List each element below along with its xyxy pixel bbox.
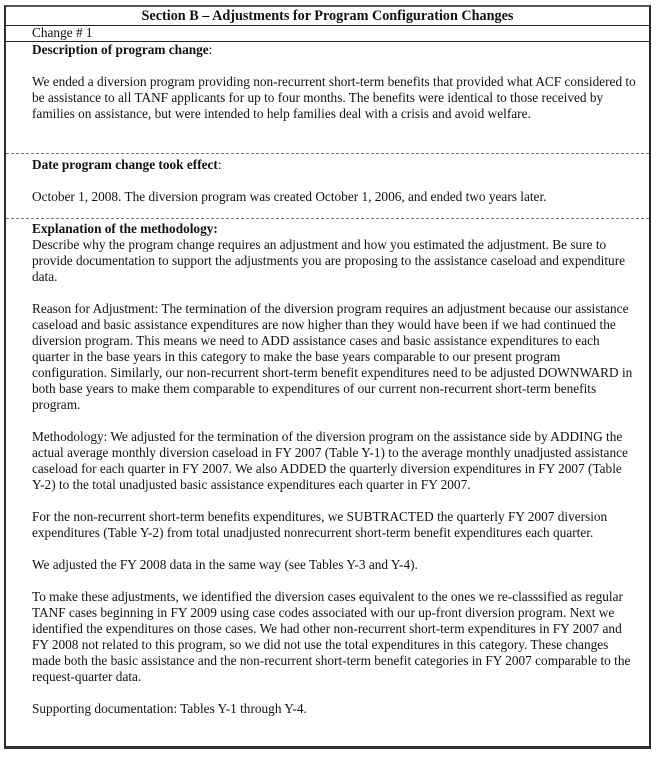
effective-date-section — [6, 157, 649, 217]
supporting-documentation: Supporting documentation: Tables Y-1 through Y-4. — [32, 701, 307, 716]
reason-paragraph: Reason for Adjustment: The termination of the diversion program requires an adjustment because our assistance caseload and basic assistance expenditures are now higher than they would have been if we had continued the diversion program. This means we need to ADD assistance cases and basic assistance expenditures to each quarter in the base years in this category to make the base years comparable to our present program configuration. Similarly, our non-recurrent short-term benefit expenditures need to be adjusted DOWNWARD in both base years to make them comparable to expenditures of our current non-recurrent short-term benefits program. — [32, 301, 633, 412]
methodology-instructions: Describe why the program change requires an adjustment and how you estimated the adjustment. Be sure to provide documentation to support the adjustments you are proposing to the assistance caseload and expenditure data. — [32, 237, 626, 284]
description-label: Description of program change: — [32, 42, 213, 57]
change-number: Change # 1 — [32, 25, 93, 40]
section-title: Section B – Adjustments for Program Configuration Changes — [6, 7, 649, 26]
description-section — [6, 42, 649, 154]
effective-date-label: Date program change took effect: — [32, 157, 222, 172]
change-number-row — [6, 25, 649, 42]
adjustments-paragraph: To make these adjustments, we identified the diversion cases equivalent to the ones we re-classsified as regular TANF cases beginning in FY 2009 using case codes associated with our up-front diversion program. Next we identified the expenditures on those cases. We had other non-recurrent short-term expenditures in FY 2007 and FY 2008 not related to this program, so we did not use the total expenditures in this category. These changes made both the basic assistance and the non-recurrent short-term benefit categories in FY 2007 comparable to the request-quarter data. — [32, 589, 631, 684]
methodology-label: Explanation of the methodology: — [32, 221, 218, 236]
section-divider — [6, 153, 649, 154]
methodology-section — [6, 221, 649, 746]
description-text: We ended a diversion program providing non-recurrent short-term benefits that provided what ACF considered to be assistance to all TANF applicants for up to four months. The benefits were identical to those received by families on assistance, but were intended to help families deal with a crisis and avoid welfare. — [32, 74, 636, 121]
effective-date-text: October 1, 2008. The diversion program was created October 1, 2006, and ended two years later. — [32, 189, 547, 204]
nonrecurrent-paragraph: For the non-recurrent short-term benefits expenditures, we SUBTRACTED the quarterly FY 2007 diversion expenditures (Table Y-2) from total unadjusted nonrecurrent short-term benefit expenditures each quarter. — [32, 509, 608, 540]
form-section-box — [4, 5, 651, 749]
methodology-paragraph: Methodology: We adjusted for the termination of the diversion program on the assistance side by ADDING the actual average monthly diversion caseload in FY 2007 (Table Y-1) to the average monthly unadjusted assistance caseload for each quarter in FY 2007. We also ADDED the quarterly diversion expenditures in FY 2007 (Table Y-2) to the total unadjusted basic assistance expenditures each quarter in FY 2007. — [32, 429, 628, 492]
fy2008-paragraph: We adjusted the FY 2008 data in the same way (see Tables Y-3 and Y-4). — [32, 557, 418, 572]
section-divider — [6, 218, 649, 219]
